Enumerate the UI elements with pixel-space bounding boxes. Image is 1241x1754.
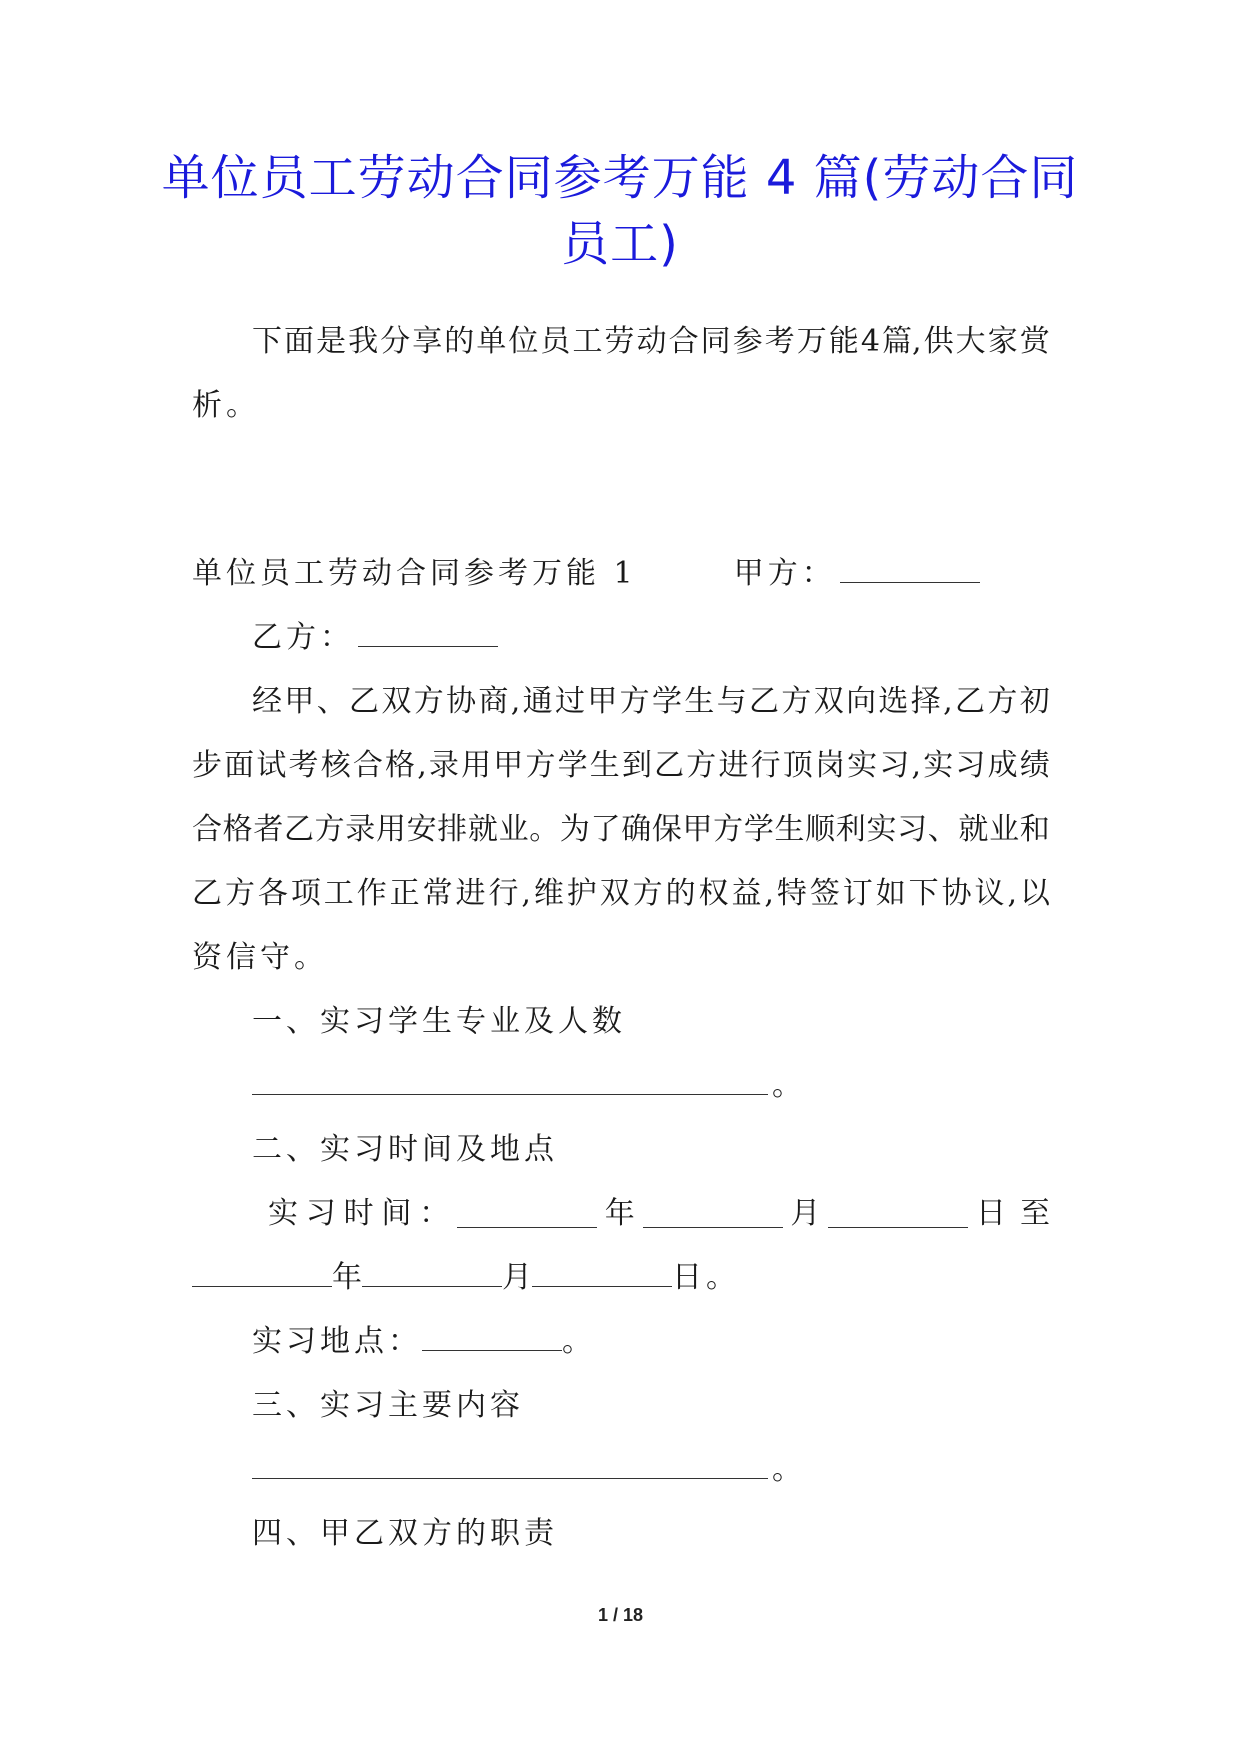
title-line-1: 单位员工劳动合同参考万能 4 篇(劳动合同	[161, 150, 1079, 206]
end-month-label: 月	[502, 1260, 532, 1295]
para-line-5: 资信守。	[192, 940, 328, 975]
party-a-blank	[840, 556, 980, 583]
party-b-blank	[358, 620, 498, 647]
section-1-blank	[252, 1068, 768, 1095]
time-label-char: 时	[343, 1196, 374, 1231]
internship-end-line	[192, 1258, 740, 1298]
para-line-4: 乙 方 各 项 工 作 正 常 进 行 , 维 护 双 方 的 权 益 , 特 签 订 如 下 协 议 , 以	[192, 876, 1050, 911]
party-b-line	[252, 618, 502, 658]
intro-line-1: 下 面 是 我 分 享 的 单 位 员 工 劳 动 合 同 参 考 万 能 4 篇, 供 大 家 赏	[252, 324, 1050, 359]
section-2-heading: 二、实习时间及地点	[252, 1132, 558, 1167]
contract-heading-text: 单位员工劳动合同参考万能 1	[192, 556, 637, 591]
para-line-3: 合 格 者 乙 方 录 用 安 排 就 业 。 为 了 确 保 甲 方 学 生 顺 利 实 习 、 就 业 和	[192, 812, 1050, 847]
time-label-char: ：	[419, 1196, 450, 1231]
time-label-char: 实	[268, 1196, 298, 1231]
end-year-label: 年	[332, 1260, 362, 1295]
day-to-label: 日至	[975, 1196, 1064, 1231]
start-year-blank	[457, 1201, 597, 1228]
end-day-label: 日。	[672, 1260, 740, 1295]
party-b-label: 乙方：	[252, 620, 354, 655]
section-1-fill	[252, 1066, 806, 1106]
internship-time-line	[268, 1194, 1064, 1234]
end-year-blank	[192, 1260, 332, 1287]
para-line-1: 经 甲 、 乙 双 方 协 商 , 通 过 甲 方 学 生 与 乙 方 双 向 选 择 , 乙 方 初	[252, 684, 1050, 719]
title-line-2: 员工)	[561, 216, 679, 272]
section-3-fill	[252, 1450, 806, 1490]
document-title	[150, 145, 1090, 277]
month-label: 月	[790, 1196, 821, 1231]
section-3-period: 。	[772, 1452, 806, 1487]
place-blank	[422, 1324, 562, 1351]
section-4-heading: 四、甲乙双方的职责	[252, 1516, 558, 1551]
end-month-blank	[362, 1260, 502, 1287]
internship-place-line	[252, 1322, 596, 1362]
para-line-2: 步 面 试 考 核 合 格 , 录 用 甲 方 学 生 到 乙 方 进 行 顶 岗 实 习 , 实 习 成 绩	[192, 748, 1050, 783]
place-label: 实习地点：	[252, 1324, 422, 1359]
year-label: 年	[604, 1196, 635, 1231]
start-month-blank	[643, 1201, 783, 1228]
time-label-char: 习	[305, 1196, 336, 1231]
place-period: 。	[562, 1324, 596, 1359]
section-1-period: 。	[772, 1068, 806, 1103]
start-day-blank	[828, 1201, 968, 1228]
contract-heading-1	[192, 554, 984, 594]
section-1-heading: 一、实习学生专业及人数	[252, 1004, 626, 1039]
page-number: 1 / 18	[597, 1605, 644, 1625]
party-a-label: 甲方：	[733, 556, 836, 591]
time-label-char: 间	[381, 1196, 412, 1231]
intro-line-2: 析。	[192, 388, 260, 423]
section-3-blank	[252, 1452, 768, 1479]
end-day-blank	[532, 1260, 672, 1287]
section-3-heading: 三、实习主要内容	[252, 1388, 524, 1423]
